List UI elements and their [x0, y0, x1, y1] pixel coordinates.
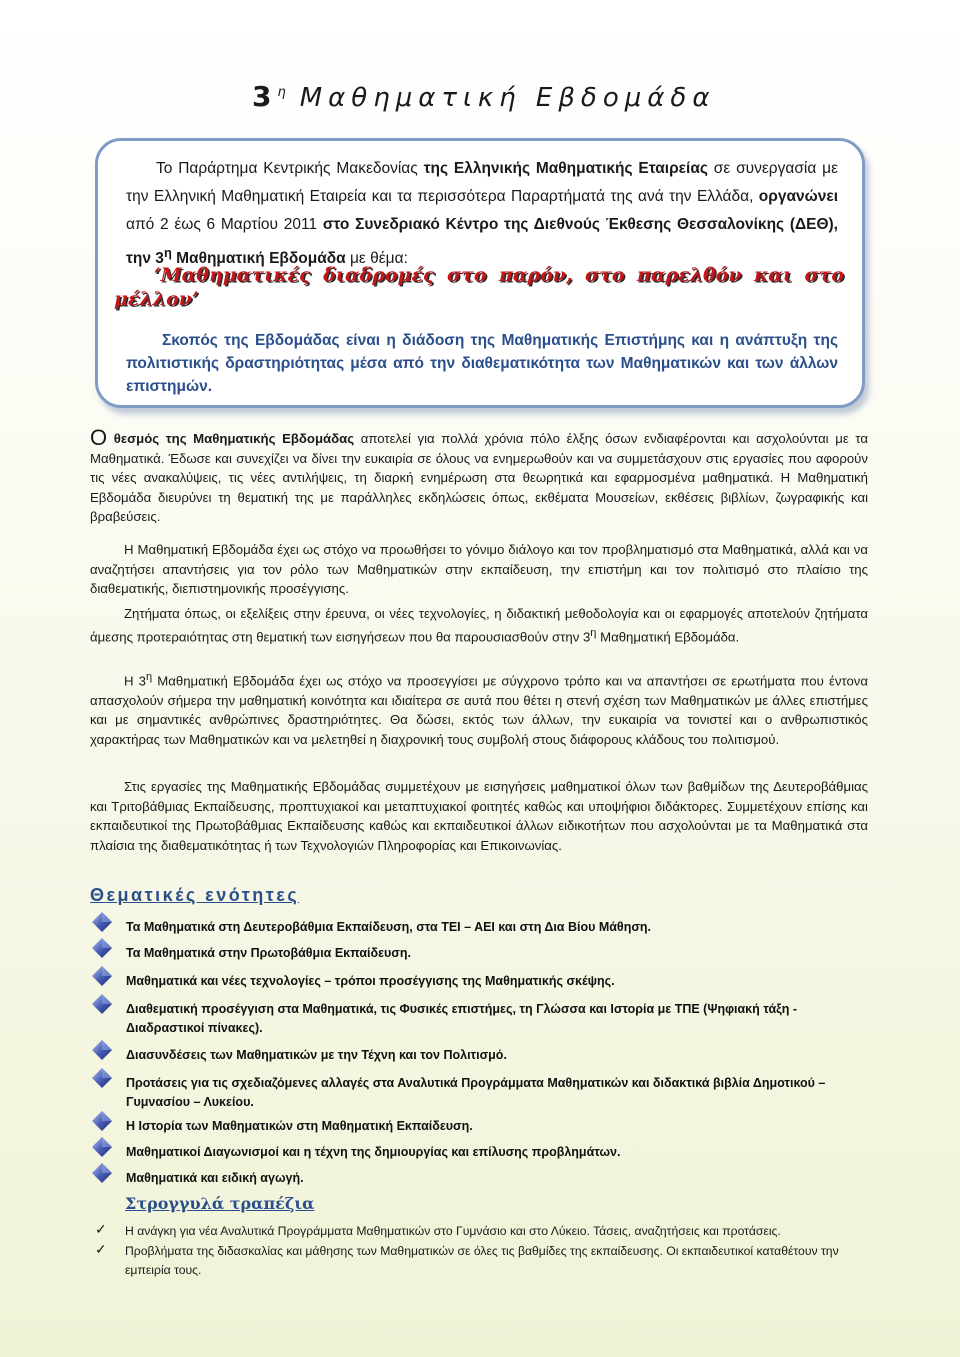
body-paragraph-4: [90, 668, 868, 749]
dropcap: Ο: [90, 425, 108, 450]
topic-text: Τα Μαθηματικά στην Πρωτοβάθμια Εκπαίδευση.: [126, 946, 411, 960]
body-text-part: Μαθηματική Εβδομάδα έχει ως στόχο να προσεγγίσει με σύγχρονο τρόπο και να απαντήσει σε ερωτήματα που έντονα απασχολούν σήμερα την μαθηματική κοινότητα και ιδιαίτερα σε αυτά που θέτει η στενή σχέση των Μαθηματικών με άλλες επιστήμες και με σημαντικές ανθρώπινες δραστηριότητες. Θα δώσει, εκτός των άλλων, την ευκαιρία να τονιστεί και ο ανθρωπιστικός χαρακτήρας των Μαθηματικών και να μελετηθεί η διαχρονική τους συμβολή στους διάφορους κλάδους του πολιτισμού.: [90, 673, 868, 747]
round-table-text: Προβλήματα της διδασκαλίας και μάθησης των Μαθηματικών σε όλες τις βαθμίδες της εκπαίδευσης. Οι εκπαιδευτικοί καταθέτουν την εμπειρία τους.: [125, 1244, 839, 1277]
topic-text: Μαθηματικά και νέες τεχνολογίες – τρόποι προσέγγισης της Μαθηματικής σκέψης.: [126, 974, 615, 988]
body-paragraph-1: [90, 425, 868, 527]
body-text-part: Ζητήματα όπως, οι εξελίξεις στην έρευνα, οι νέες τεχνολογίες, η διδακτική μεθοδολογία και οι εφαρμογές αποτελούν ζητήματα άμεσης προτεραιότητας στη θεματική των εισηγήσεων που θα παρουσιασθούν στην 3: [90, 606, 868, 644]
body-text-part: Μαθηματική Εβδομάδα.: [596, 628, 740, 644]
intro-box: [95, 138, 865, 408]
diamond-bullet-icon: [92, 1163, 112, 1183]
diamond-bullet-icon: [92, 1040, 112, 1060]
body-text-part: αποτελεί για πολλά χρόνια πόλο έλξης όσων ενδιαφέρονται και ασχολούνται με τα Μαθηματικά. Έδωσε και συνεχίζει να δίνει την ευκαιρία σε όλους να ενημερωθούν και να συμμετάσχουν στις εργασίες που αφορούν τις νέες ανακαλύψεις, τις νέες αντιλήψεις, τη διαρκή ενημέρωση στα θεωρητικά και εφαρμοσμένα μαθηματικά. Η Μαθηματική Εβδομάδα διευρύνει τη θεματική της με παράλληλες εκδηλώσεις όπως, εκθέματα Μουσείων, εκθέσεις βιβλίων, ζωγραφικής και βραβεύσεις.: [90, 431, 868, 524]
check-mark-icon: ✓: [95, 1221, 107, 1237]
diamond-bullet-icon: [92, 966, 112, 986]
body-text-part: Η 3: [124, 673, 146, 689]
diamond-bullet-icon: [92, 938, 112, 958]
topic-text: Η Ιστορία των Μαθηματικών στη Μαθηματική Εκπαίδευση.: [126, 1119, 473, 1133]
intro-text-part: από 2 έως 6 Μαρτίου 2011: [126, 216, 323, 233]
check-mark-icon: ✓: [95, 1241, 107, 1257]
body-paragraph-2: Η Μαθηματική Εβδομάδα έχει ως στόχο να προωθήσει το γόνιμο διάλογο και τον προβληματισμό στα Μαθηματικά, αλλά και να αναζητήσει απαντήσεις για τον ρόλο των Μαθηματικών στην εκπαίδευση, την επιστήμη και τον πολιτισμό στο πλαίσιο της διαθεματικής, διεπιστημονικής προσέγγισης.: [90, 542, 868, 596]
intro-text-part: με θέμα:: [345, 250, 408, 268]
topic-text: Μαθηματικοί Διαγωνισμοί και η τέχνη της δημιουργίας και επίλυσης προβλημάτων.: [126, 1145, 621, 1159]
intro-bold-part: οργανώνει: [758, 188, 838, 205]
round-tables-heading: Στρογγυλά τραπέζια: [125, 1194, 315, 1213]
title-number: 3: [252, 80, 278, 113]
intro-superscript: η: [163, 245, 172, 260]
page-title: [252, 80, 715, 113]
body-superscript: η: [590, 626, 597, 639]
round-table-text: Η ανάγκη για νέα Αναλυτικά Προγράμματα Μαθηματικών στο Γυμνάσιο και στο Λύκειο. Τάσεις, αναζητήσεις και προτάσεις.: [125, 1224, 781, 1238]
topic-text: Διαθεματική προσέγγιση στα Μαθηματικά, τις Φυσικές επιστήμες, τη Γλώσσα και Ιστορία με ΤΠΕ (Ψηφιακή τάξη - Διαδραστικοί πίνακες).: [126, 1002, 798, 1035]
title-superscript: η: [277, 85, 286, 101]
intro-paragraph: [126, 155, 838, 273]
topic-text: Προτάσεις για τις σχεδιαζόμενες αλλαγές στα Αναλυτικά Προγράμματα Μαθηματικών και διδακτικά βιβλία Δημοτικού – Γυμνασίου – Λυκείου.: [126, 1076, 826, 1109]
topic-text: Διασυνδέσεις των Μαθηματικών με την Τέχνη και τον Πολιτισμό.: [126, 1048, 507, 1062]
theme-title: ‘Μαθηματικές διαδρομές στο παρόν, στο παρελθόν και στο μέλλον’: [114, 264, 844, 310]
topics-heading: Θεματικές ενότητες: [90, 885, 300, 905]
topic-text: Τα Μαθηματικά στη Δευτεροβάθμια Εκπαίδευση, στα ΤΕΙ – ΑΕΙ και στη Δια Βίου Μάθηση.: [126, 920, 651, 934]
diamond-bullet-icon: [92, 912, 112, 932]
intro-text-part: σε συνεργασία με την Ελληνική Μαθηματική Εταιρεία και τα περισσότερα Παραρτήματά της ανά την Ελλάδα,: [126, 160, 838, 205]
diamond-bullet-icon: [92, 1137, 112, 1157]
intro-bold-part: της Ελληνικής Μαθηματικής Εταιρείας: [423, 160, 708, 177]
goal-statement: Σκοπός της Εβδομάδας είναι η διάδοση της Μαθηματικής Επιστήμης και η ανάπτυξη της πολιτιστικής δραστηριότητας μέσα από την διαθεματικότητα των Μαθηματικών και των άλλων επιστημών.: [126, 332, 838, 395]
topic-text: Μαθηματικά και ειδική αγωγή.: [126, 1171, 304, 1185]
body-paragraph-5: Στις εργασίες της Μαθηματικής Εβδομάδας συμμετέχουν με εισηγήσεις μαθηματικοί όλων των βαθμίδων της Δευτεροβάθμιας και Τριτοβάθμιας Εκπαίδευσης, προπτυχιακοί και μεταπτυχιακοί φοιτητές καθώς και υποψήφιοι διδάκτορες. Συμμετέχουν επίσης και εκπαιδευτικοί της Πρωτοβάθμιας Εκπαίδευσης καθώς και εκπαιδευτικοί άλλων ειδικοτήτων που ασχολούνται με τα Μαθηματικά στα πλαίσια της διαθεματικότητας ή των Τεχνολογιών Πληροφορίας και Επικοινωνίας.: [90, 779, 868, 853]
body-bold-part: θεσμός της Μαθηματικής Εβδομάδας: [107, 431, 355, 446]
diamond-bullet-icon: [92, 994, 112, 1014]
intro-bold-part: στο Συνεδριακό Κέντρο της Διεθνούς Έκθεσης Θεσσαλονίκης (ΔΕΘ), την 3: [126, 216, 838, 268]
title-text: Μαθηματική Εβδομάδα: [299, 83, 716, 113]
intro-bold-part: Μαθηματική Εβδομάδα: [171, 250, 346, 268]
diamond-bullet-icon: [92, 1111, 112, 1131]
intro-text-part: Το Παράρτημα Κεντρικής Μακεδονίας: [156, 160, 424, 177]
body-paragraph-3: [90, 604, 868, 646]
diamond-bullet-icon: [92, 1068, 112, 1088]
body-superscript: η: [146, 671, 153, 683]
